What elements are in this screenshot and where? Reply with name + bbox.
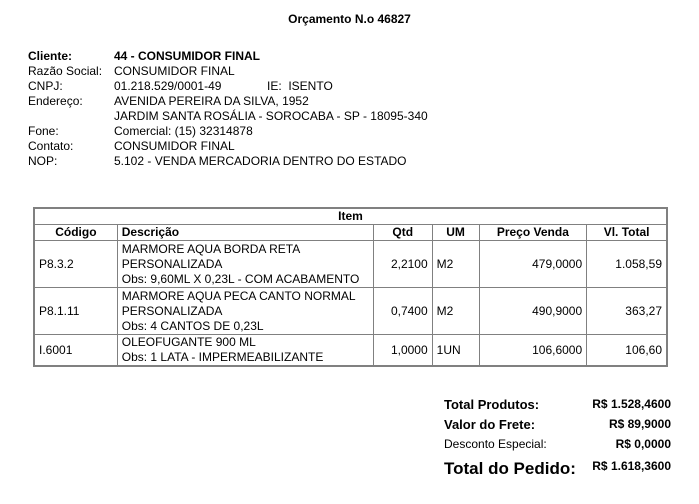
endereco-line2-value: JARDIM SANTA ROSÁLIA - SOROCABA - SP - 18095-340: [114, 109, 428, 123]
fone-value: Comercial: (15) 32314878: [114, 124, 253, 138]
cnpj-value: 01.218.529/0001-49: [114, 79, 222, 93]
total-produtos-label: Total Produtos:: [444, 397, 540, 412]
total-pedido-row: [444, 457, 671, 483]
endereco-label: Endereço:: [28, 94, 83, 108]
cell-descricao: [117, 288, 373, 335]
col-descricao: Descrição: [117, 225, 373, 241]
cell-um: 1UN: [432, 335, 479, 367]
desconto-label: Desconto Especial:: [444, 437, 547, 451]
desconto-value: R$ 0,0000: [615, 437, 671, 451]
desc-line: MARMORE AQUA BORDA RETA: [121, 241, 301, 256]
client-value: 44 - CONSUMIDOR FINAL: [114, 49, 261, 63]
col-preco-venda: Preço Venda: [479, 225, 587, 241]
valor-frete-row: [444, 417, 671, 437]
col-codigo: Código: [34, 225, 117, 241]
cell-um: M2: [432, 241, 479, 288]
cell-preco: 490,9000: [479, 288, 587, 335]
cell-qtd: 1,0000: [373, 335, 432, 367]
group-header: Item: [34, 208, 667, 225]
column-header-row: [34, 225, 667, 241]
cell-total: 363,27: [587, 288, 667, 335]
total-produtos-row: [444, 397, 671, 417]
valor-frete-label: Valor do Frete:: [444, 417, 536, 432]
table-row: [34, 241, 667, 288]
total-pedido-label: Total do Pedido:: [444, 459, 576, 478]
nop-value: 5.102 - VENDA MERCADORIA DENTRO DO ESTADO: [114, 154, 407, 168]
cell-qtd: 2,2100: [373, 241, 432, 288]
totals-section: [444, 397, 671, 483]
endereco-value: AVENIDA PEREIRA DA SILVA, 1952: [114, 94, 309, 108]
contato-value: CONSUMIDOR FINAL: [114, 139, 235, 153]
col-qtd: Qtd: [373, 225, 432, 241]
desc-obs: Obs: 4 CANTOS DE 0,23L: [121, 318, 264, 333]
document-title: Orçamento N.o 46827: [288, 12, 411, 26]
cell-preco: 106,6000: [479, 335, 587, 367]
client-label: Cliente:: [28, 49, 73, 63]
cell-qtd: 0,7400: [373, 288, 432, 335]
desc-line: MARMORE AQUA PECA CANTO NORMAL: [121, 288, 356, 303]
nop-label: NOP:: [28, 154, 58, 168]
desc-line: OLEOFUGANTE 900 ML: [121, 335, 256, 349]
cell-descricao: [117, 241, 373, 288]
ie-value: IE: ISENTO: [267, 79, 333, 93]
valor-frete-value: R$ 89,9000: [608, 417, 671, 431]
cell-descricao: [117, 335, 373, 367]
total-produtos-value: R$ 1.528,4600: [592, 397, 671, 411]
cell-total: 106,60: [587, 335, 667, 367]
col-vl-total: Vl. Total: [587, 225, 667, 241]
cell-preco: 479,0000: [479, 241, 587, 288]
group-header-row: [34, 208, 667, 225]
desc-line: PERSONALIZADA: [121, 303, 223, 318]
desc-obs: Obs: 1 LATA - IMPERMEABILIZANTE: [121, 350, 324, 364]
cnpj-label: CNPJ:: [28, 79, 63, 93]
table-row: [34, 335, 667, 367]
cell-codigo: P8.3.2: [34, 241, 117, 288]
table-row: [34, 288, 667, 335]
cell-codigo: P8.1.11: [34, 288, 117, 335]
razao-social-value: CONSUMIDOR FINAL: [114, 64, 235, 78]
cell-um: M2: [432, 288, 479, 335]
cell-total: 1.058,59: [587, 241, 667, 288]
cell-codigo: I.6001: [34, 335, 117, 367]
desc-line: PERSONALIZADA: [121, 256, 223, 271]
razao-social-label: Razão Social:: [28, 64, 103, 78]
col-um: UM: [432, 225, 479, 241]
contato-label: Contato:: [28, 139, 74, 153]
desc-obs: Obs: 9,60ML X 0,23L - COM ACABAMENTO: [121, 271, 360, 286]
items-table: [33, 207, 668, 367]
fone-label: Fone:: [28, 124, 59, 138]
desconto-row: [444, 437, 671, 457]
total-pedido-value: R$ 1.618,3600: [592, 459, 671, 473]
